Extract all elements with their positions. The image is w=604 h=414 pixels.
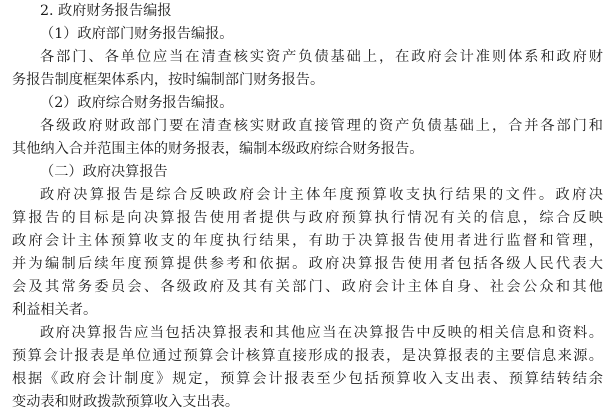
paragraph-line: 变动表和财政拨款预算收入支出表。: [12, 394, 240, 410]
section-heading-2: 2. 政府财务报告编报: [40, 3, 172, 19]
paragraph-line: 各级政府财政部门要在清查核实财政直接管理的资产负债基础上，合并各部门和: [40, 118, 603, 134]
paragraph-line: 算报告的目标是向决算报告使用者提供与政府预算执行情况有关的信息，综合反映: [12, 210, 603, 226]
paragraph-line: 预算会计报表是单位通过预算会计核算直接形成的报表，是决算报表的主要信息来源。: [12, 348, 603, 364]
paragraph-line: 其他纳入合并范围主体的财务报表，编制本级政府综合财务报告。: [12, 141, 424, 157]
paragraph-line: 政府会计主体预算收支的年度执行结果，有助于决算报告使用者进行监督和管理，: [12, 233, 603, 249]
paragraph-line: 务报告制度框架体系内，按时编制部门财务报告。: [12, 72, 325, 88]
subheading-department-report: （1）政府部门财务报告编报。: [40, 26, 234, 42]
paragraph-line: 政府决算报告是综合反映政府会计主体年度预算收支执行结果的文件。政府决: [40, 187, 603, 203]
paragraph-line: 各部门、各单位应当在清查核实资产负债基础上，在政府会计准则体系和政府财: [40, 49, 603, 65]
paragraph-line: 利益相关者。: [12, 302, 98, 318]
section-heading-final-accounts: （二）政府决算报告: [40, 164, 168, 180]
paragraph-line: 根据《政府会计制度》规定，预算会计报表至少包括预算收入支出表、预算结转结余: [12, 371, 603, 387]
paragraph-line: 政府决算报告应当包括决算报表和其他应当在决算报告中反映的相关信息和资料。: [40, 325, 603, 341]
paragraph-line: 会及其常务委员会、各级政府及其有关部门、政府会计主体自身、社会公众和其他: [12, 279, 603, 295]
paragraph-line: 并为编制后续年度预算提供参考和依据。政府决算报告使用者包括各级人民代表大: [12, 256, 603, 272]
subheading-comprehensive-report: （2）政府综合财务报告编报。: [40, 95, 234, 111]
